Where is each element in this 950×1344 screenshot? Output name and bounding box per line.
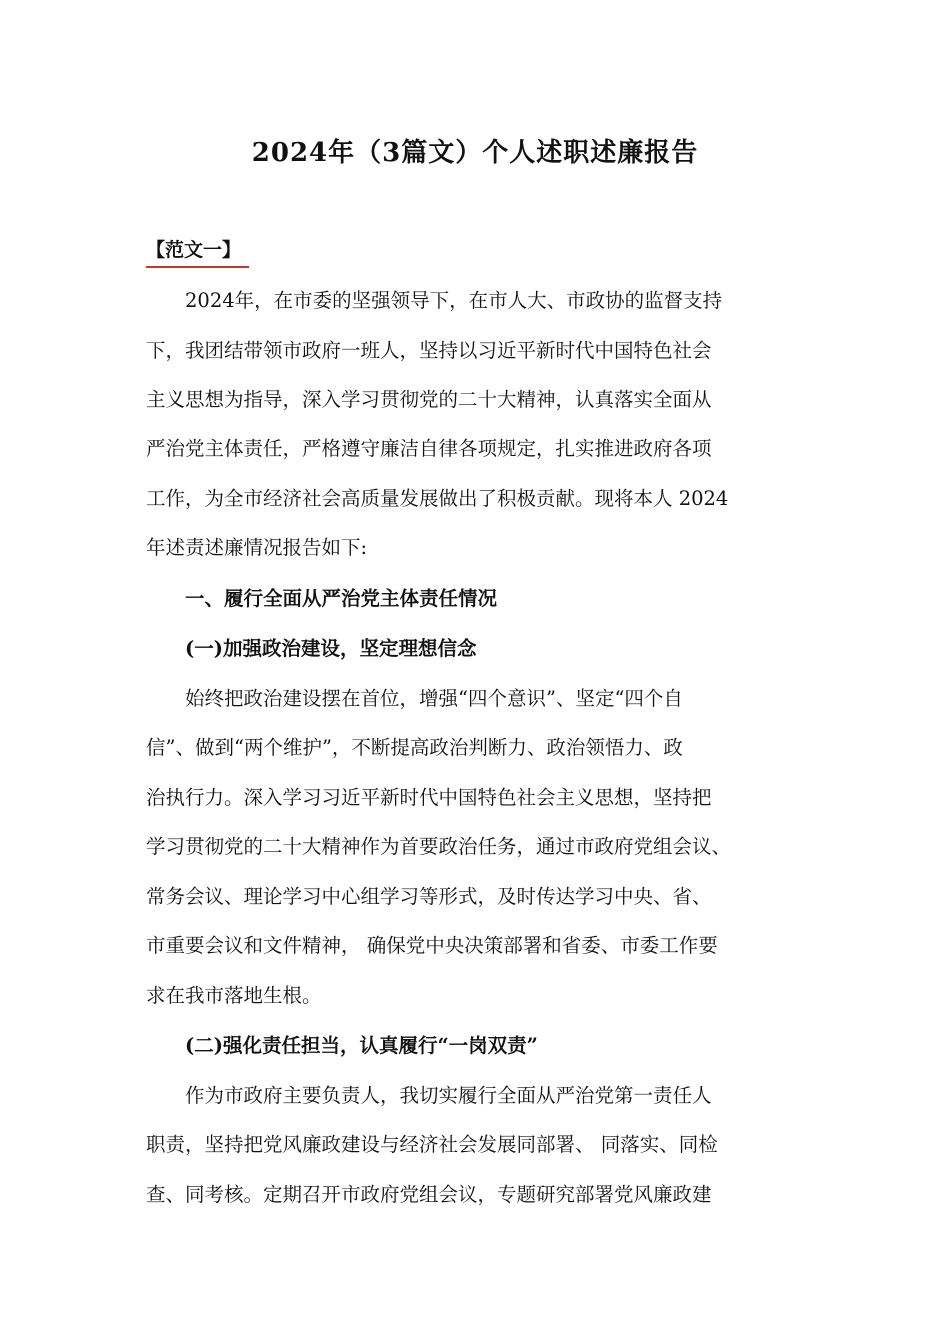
paragraph-line: 严治党主体责任，严格遵守廉洁自律各项规定，扎实推进政府各项 <box>146 437 712 460</box>
paragraph-line: 查、同考核。定期召开市政府党组会议，专题研究部署党风廉政建 <box>146 1183 712 1206</box>
paragraph-line: 作为市政府主要负责人，我切实履行全面从严治党第一责任人 <box>185 1084 712 1107</box>
paragraph-line: 2024年，在市委的坚强领导下，在市人大、市政协的监督支持 <box>185 289 723 312</box>
paragraph-line: 求在我市落地生根。 <box>146 984 322 1007</box>
paragraph-line: 职责，坚持把党风廉政建设与经济社会发展同部署、 同落实、同检 <box>146 1133 718 1156</box>
paragraph-line: 治执行力。深入学习习近平新时代中国特色社会主义思想，坚持把 <box>146 786 712 809</box>
document-title: 2024年（3篇文）个人述职述廉报告 <box>251 138 699 168</box>
paragraph-line: 始终把政治建设摆在首位，增强“四个意识”、坚定“四个自 <box>185 687 683 710</box>
paragraph-line: 常务会议、理论学习中心组学习等形式，及时传达学习中央、省、 <box>146 885 712 908</box>
heading-level-2: (一)加强政治建设，坚定理想信念 <box>185 637 477 660</box>
paragraph-line: 学习贯彻党的二十大精神作为首要政治任务，通过市政府党组会议、 <box>146 835 732 858</box>
paragraph-line: 工作，为全市经济社会高质量发展做出了积极贡献。现将本人 2024 <box>146 487 729 510</box>
heading-level-1: 一、履行全面从严治党主体责任情况 <box>185 587 498 610</box>
paragraph-line: 市重要会议和文件精神， 确保党中央决策部署和省委、市委工作要 <box>146 934 718 957</box>
paragraph-line: 年述责述廉情况报告如下: <box>146 536 368 559</box>
paragraph-line: 主义思想为指导，深入学习贯彻党的二十大精神，认真落实全面从 <box>146 388 712 411</box>
paragraph-line: 下，我团结带领市政府一班人，坚持以习近平新时代中国特色社会 <box>146 339 712 362</box>
heading-level-2: (二)强化责任担当，认真履行“一岗双责” <box>185 1034 538 1057</box>
section-label-sample-one: 【范文一】 <box>146 236 249 268</box>
paragraph-line: 信”、做到“两个维护”，不断提高政治判断力、政治领悟力、政 <box>146 736 683 759</box>
